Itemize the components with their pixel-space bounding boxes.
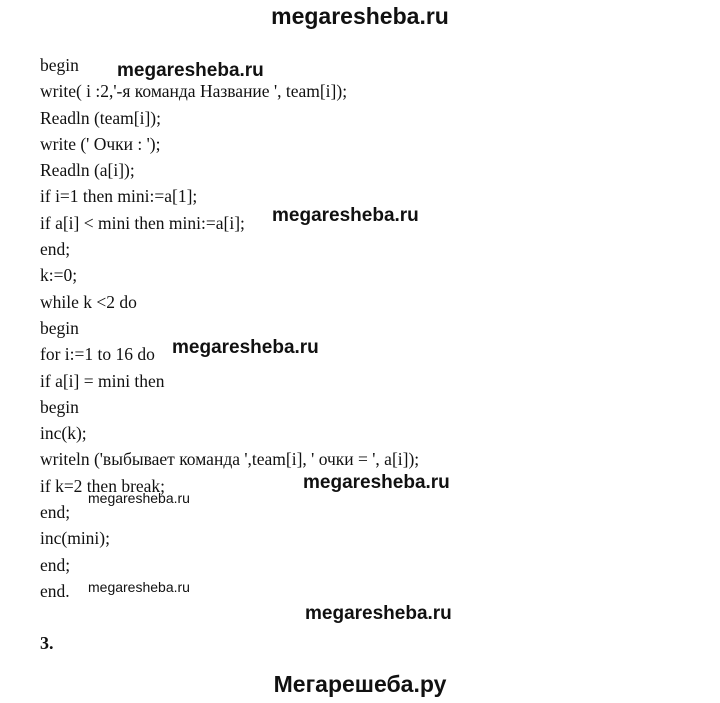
watermark: megaresheba.ru xyxy=(117,60,264,81)
footer-site-title: Мегарешеба.ру xyxy=(273,671,447,697)
code-line: inc(mini); xyxy=(40,528,110,549)
code-line: Readln (a[i]); xyxy=(40,160,135,181)
code-line: end; xyxy=(40,239,71,260)
code-line: if a[i] = mini then xyxy=(40,370,165,391)
code-line: k:=0; xyxy=(40,265,78,286)
code-line: write( i :2,'-я команда Название ', team[i]); xyxy=(40,81,348,102)
header-site-title: megaresheba.ru xyxy=(271,3,449,29)
code-line: inc(k); xyxy=(40,423,87,444)
code-line: for i:=1 to 16 do xyxy=(40,344,155,365)
code-line: begin xyxy=(40,317,79,338)
code-line: if a[i] < mini then mini:=a[i]; xyxy=(40,212,245,233)
code-line: while k <2 do xyxy=(40,291,137,312)
code-line: begin xyxy=(40,396,79,417)
watermark: megaresheba.ru xyxy=(88,579,190,595)
code-line: write (' Очки : '); xyxy=(40,133,161,154)
code-line: Readln (team[i]); xyxy=(40,107,161,128)
watermark: megaresheba.ru xyxy=(272,205,419,226)
code-line: if i=1 then mini:=a[1]; xyxy=(40,186,198,207)
code-line: end. xyxy=(40,580,70,601)
code-line: end; xyxy=(40,554,71,575)
watermark: megaresheba.ru xyxy=(172,337,319,358)
watermark: megaresheba.ru xyxy=(303,472,450,493)
code-line: if k=2 then break; xyxy=(40,475,166,496)
code-line: writeln ('выбывает команда ',team[i], ' очки = ', a[i]); xyxy=(40,449,420,470)
code-line: end; xyxy=(40,502,71,523)
code-line: begin xyxy=(40,55,79,75)
watermark: megaresheba.ru xyxy=(305,603,452,624)
watermark: megaresheba.ru xyxy=(88,490,190,506)
pascal-code-block xyxy=(40,52,419,604)
section-number: 3. xyxy=(40,633,54,653)
